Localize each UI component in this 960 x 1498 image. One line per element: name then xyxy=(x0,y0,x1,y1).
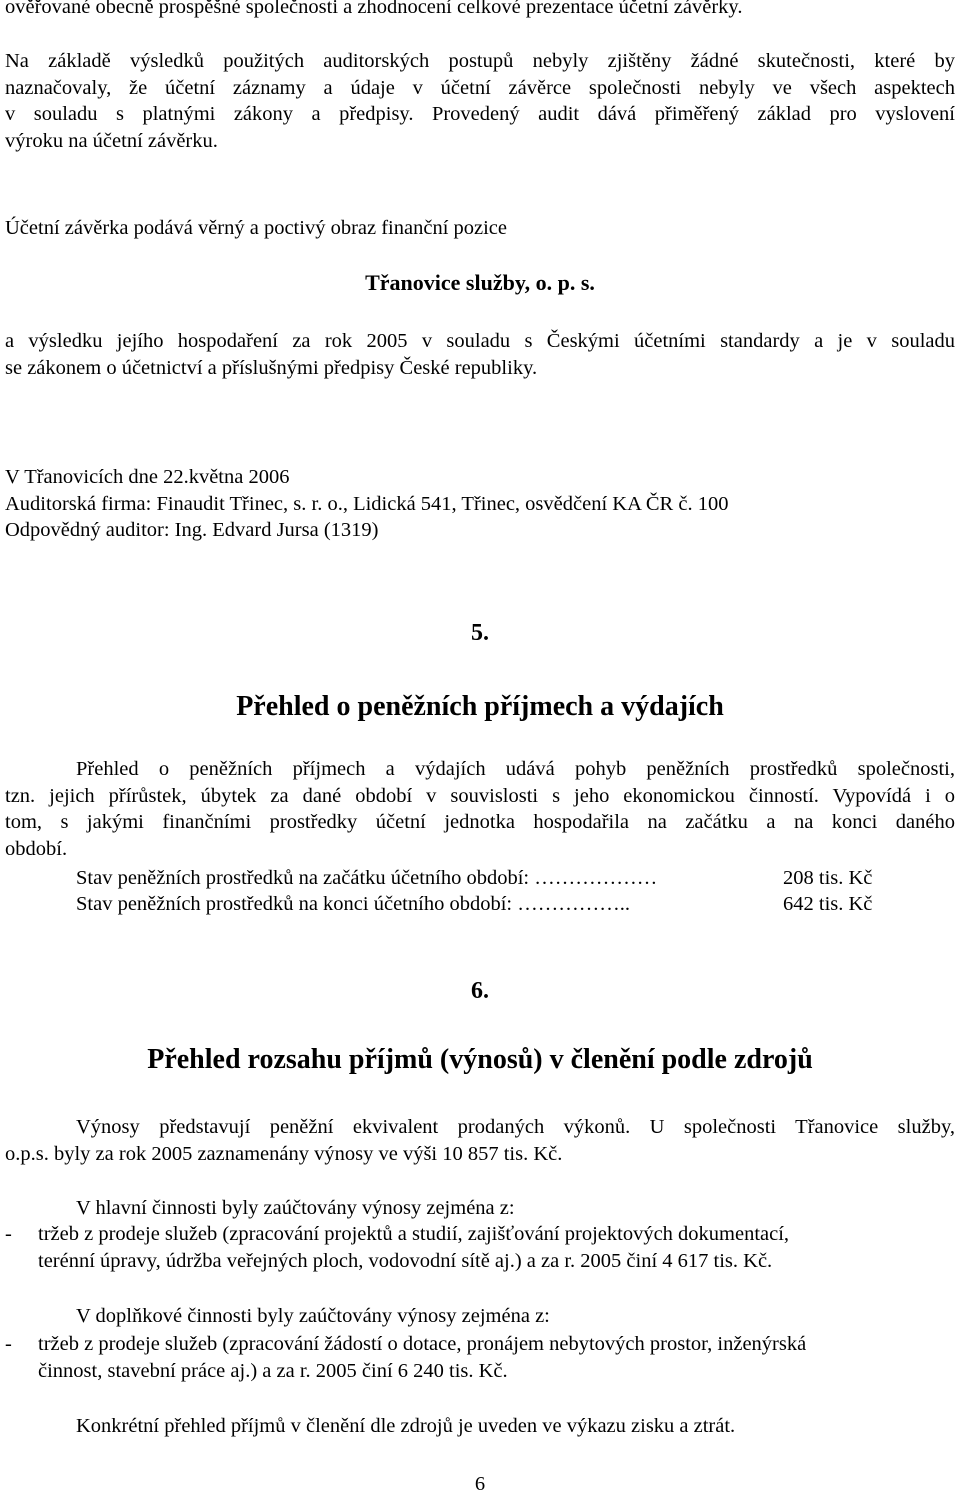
main-activity-text xyxy=(38,1221,955,1274)
responsible-auditor: Odpovědný auditor: Ing. Edvard Jursa (1319) xyxy=(5,519,379,541)
paragraph-line: Přehled o peněžních příjmech a výdajích udává pohyb peněžních prostředků společnosti, xyxy=(76,758,955,780)
closing-sentence xyxy=(5,1413,960,1440)
section-title: Přehled rozsahu příjmů (výnosů) v členění podle zdrojů xyxy=(147,1044,813,1075)
section-6-number xyxy=(5,978,955,1005)
paragraph-line: činnost, stavební práce aj.) a za r. 2005 činí 6 240 tis. Kč. xyxy=(38,1359,508,1382)
cash-start-label: Stav peněžních prostředků na začátku účetního období: ……………… xyxy=(76,867,658,889)
intro-line: ověřované obecně prospěšné společnosti a zhodnocení celkové prezentace účetní závěrky. xyxy=(5,0,743,18)
cash-start-value: 208 tis. Kč xyxy=(783,867,873,889)
side-activity-text xyxy=(38,1331,955,1384)
entity-name-text: Třanovice služby, o. p. s. xyxy=(365,270,595,295)
paragraph-line: tom, s jakými finančními prostředky účetní jednotka hospodařila na začátku a na konci daného xyxy=(5,811,955,833)
entity-name xyxy=(5,270,955,297)
main-activity-lead-text: V hlavní činnosti byly zaúčtovány výnosy zejména z: xyxy=(76,1197,515,1219)
section-5-number xyxy=(5,620,955,647)
paragraph-line: naznačovaly, že účetní záznamy a údaje v účetní závěrce společnosti nebyly ve všech aspektech xyxy=(5,76,955,99)
paragraph-line: tzn. jejich přírůstek, úbytek za dané období v souvislosti s jeho ekonomickou činností. Vypovídá i o xyxy=(5,784,955,807)
section-5-paragraph xyxy=(5,756,955,862)
intro-continuation xyxy=(5,0,955,21)
side-activity-lead-text: V doplňkové činnosti byly zaúčtovány výnosy zejména z: xyxy=(76,1305,550,1327)
paragraph-line: se zákonem o účetnictví a příslušnými předpisy České republiky. xyxy=(5,356,538,379)
paragraph-line: terénní úpravy, údržba veřejných ploch, vodovodní sítě aj.) a za r. 2005 činí 4 617 tis. Kč. xyxy=(38,1249,773,1272)
section-number: 6. xyxy=(471,978,489,1004)
side-activity-lead xyxy=(5,1303,960,1330)
main-activity-lead xyxy=(5,1195,960,1222)
cash-end-label: Stav peněžních prostředků na konci účetního období: …………….. xyxy=(76,893,630,915)
section-title: Přehled o peněžních příjmech a výdajích xyxy=(236,691,724,722)
audit-basis-paragraph xyxy=(5,48,955,154)
paragraph-line: v souladu s platnými zákony a předpisy. Provedený audit dává přiměřený základ pro vyslovení xyxy=(5,103,955,125)
document-page xyxy=(5,0,955,1495)
section-number: 5. xyxy=(471,620,489,646)
dash-bullet: - xyxy=(5,1333,12,1355)
page-number-text: 6 xyxy=(474,1473,486,1495)
paragraph-line: o.p.s. byly za rok 2005 zaznamenány výnosy ve výši 10 857 tis. Kč. xyxy=(5,1142,563,1165)
main-activity-item xyxy=(5,1221,955,1277)
cash-end-value: 642 tis. Kč xyxy=(783,893,873,915)
signature-block xyxy=(5,464,955,544)
paragraph-line: a výsledku jejího hospodaření za rok 2005 v souladu s Českými účetními standardy a je v souladu xyxy=(5,330,955,352)
dash-bullet: - xyxy=(5,1223,12,1245)
opinion-lead xyxy=(5,215,955,242)
paragraph-line: Výnosy představují peněžní ekvivalent prodaných výkonů. U společnosti Třanovice služby, xyxy=(76,1116,955,1138)
closing-text: Konkrétní přehled příjmů v členění dle zdrojů je uveden ve výkazu zisku a ztrát. xyxy=(76,1415,736,1437)
opinion-lead-text: Účetní závěrka podává věrný a poctivý obraz finanční pozice xyxy=(5,217,508,239)
page-number xyxy=(5,1471,955,1498)
paragraph-line: výroku na účetní závěrku. xyxy=(5,129,218,152)
auditor-firm: Auditorská firma: Finaudit Třinec, s. r. o., Lidická 541, Třinec, osvědčení KA ČR č. 100 xyxy=(5,492,729,515)
paragraph-line: Na základě výsledků použitých auditorských postupů nebyly zjištěny žádné skutečnosti, které by xyxy=(5,50,955,72)
paragraph-line: tržeb z prodeje služeb (zpracování žádostí o dotace, pronájem nebytových prostor, inženýrská xyxy=(38,1333,807,1355)
side-activity-item xyxy=(5,1331,955,1387)
section-5-title xyxy=(5,691,955,722)
opinion-paragraph xyxy=(5,328,955,381)
place-date: V Třanovicích dne 22.května 2006 xyxy=(5,466,290,488)
paragraph-line: období. xyxy=(5,837,68,860)
section-6-intro xyxy=(5,1114,955,1167)
section-6-title xyxy=(5,1044,955,1075)
paragraph-line: tržeb z prodeje služeb (zpracování projektů a studií, zajišťování projektových dokumentací, xyxy=(38,1223,790,1245)
